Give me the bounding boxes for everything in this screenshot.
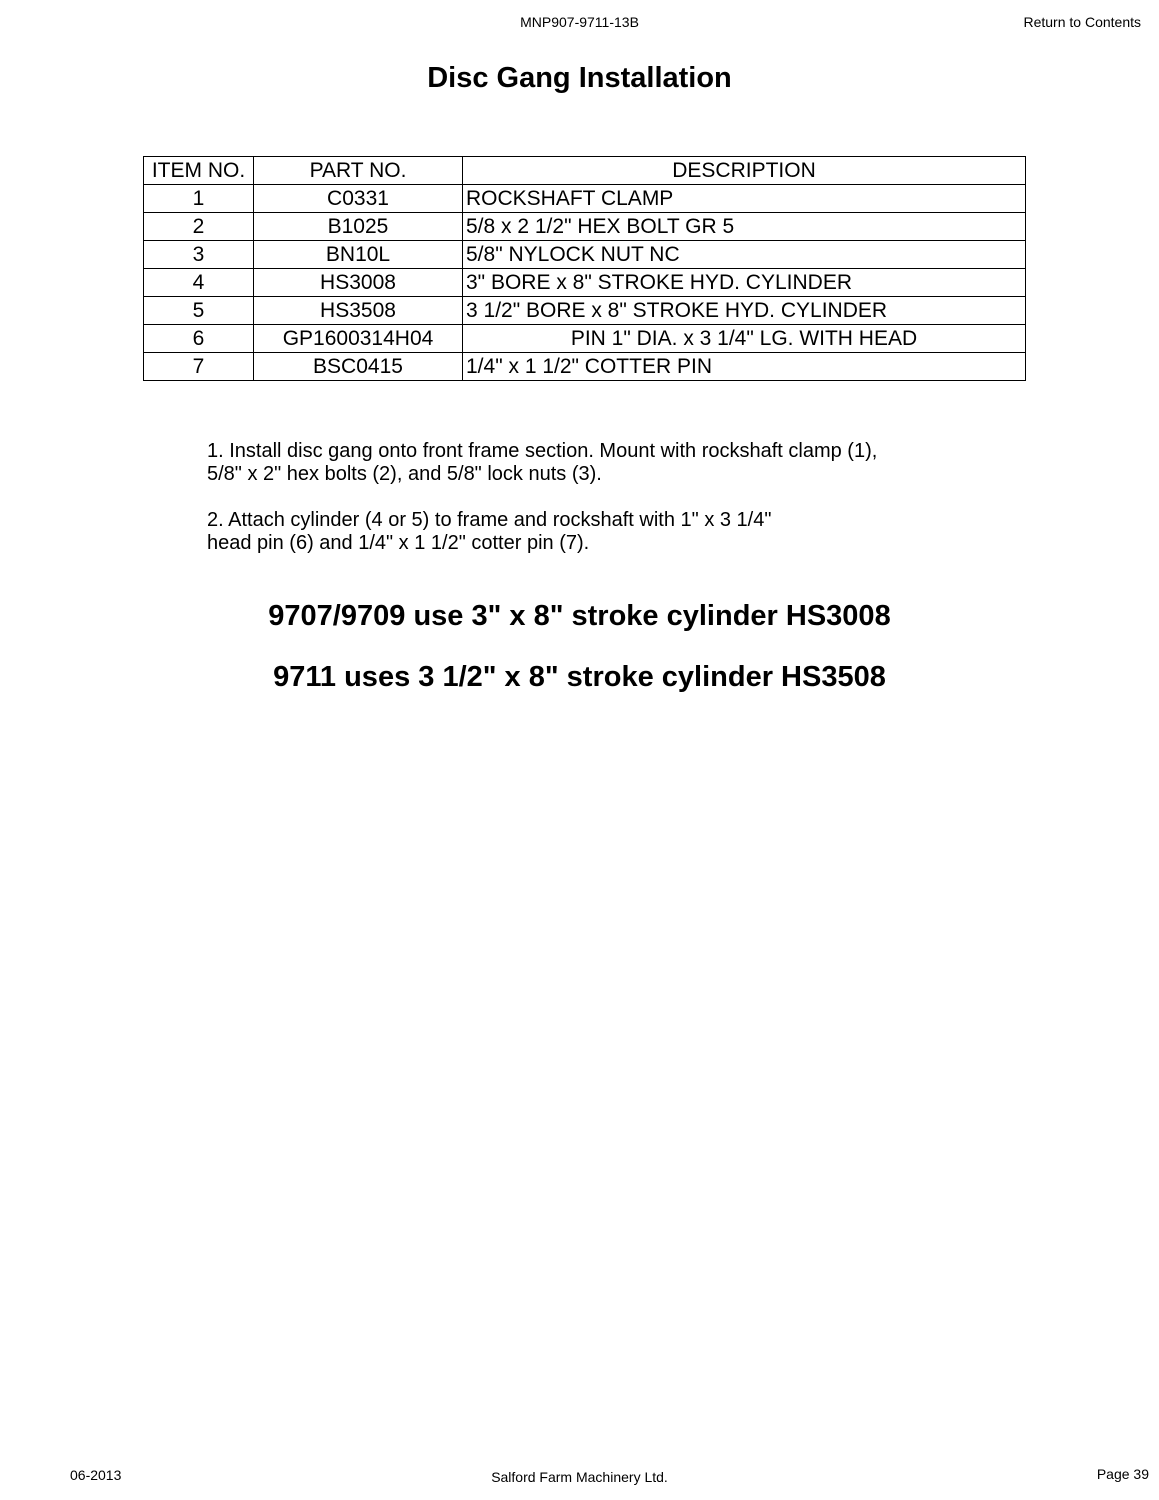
footer-page-number: Page 39 <box>1096 1466 1149 1482</box>
instruction-line: head pin (6) and 1/4" x 1 1/2" cotter pin (7). <box>207 532 590 554</box>
item-no-cell: 6 <box>144 325 254 353</box>
description-cell: 5/8" NYLOCK NUT NC <box>463 241 1026 269</box>
cylinder-note-9707-9709: 9707/9709 use 3" x 8" stroke cylinder HS3008 <box>268 600 891 632</box>
table-row <box>144 269 1026 297</box>
part-no-cell: HS3508 <box>254 297 463 325</box>
description-cell: PIN 1" DIA. x 3 1/4" LG. WITH HEAD <box>463 325 1026 353</box>
description-cell: 3" BORE x 8" STROKE HYD. CYLINDER <box>463 269 1026 297</box>
part-no-cell: B1025 <box>254 213 463 241</box>
table-row <box>144 297 1026 325</box>
return-to-contents-link[interactable]: Return to Contents <box>1023 14 1141 30</box>
cylinder-note-9711: 9711 uses 3 1/2" x 8" stroke cylinder HS3508 <box>273 661 886 693</box>
item-no-cell: 7 <box>144 353 254 381</box>
footer-company: Salford Farm Machinery Ltd. <box>491 1469 668 1485</box>
item-no-cell: 3 <box>144 241 254 269</box>
table-header-row <box>144 157 1026 185</box>
footer-date: 06-2013 <box>70 1467 122 1483</box>
part-no-cell: BSC0415 <box>254 353 463 381</box>
item-no-cell: 2 <box>144 213 254 241</box>
header-description: DESCRIPTION <box>463 157 1026 185</box>
part-no-cell: GP1600314H04 <box>254 325 463 353</box>
item-no-cell: 1 <box>144 185 254 213</box>
instruction-line: 1. Install disc gang onto front frame section. Mount with rockshaft clamp (1), <box>207 440 878 462</box>
table-row <box>144 213 1026 241</box>
item-no-cell: 4 <box>144 269 254 297</box>
description-cell: 5/8 x 2 1/2" HEX BOLT GR 5 <box>463 213 1026 241</box>
description-cell: 3 1/2" BORE x 8" STROKE HYD. CYLINDER <box>463 297 1026 325</box>
table-row <box>144 325 1026 353</box>
item-no-cell: 5 <box>144 297 254 325</box>
part-no-cell: BN10L <box>254 241 463 269</box>
table-row <box>144 185 1026 213</box>
instruction-step-2 <box>207 509 997 555</box>
description-cell: 1/4" x 1 1/2" COTTER PIN <box>463 353 1026 381</box>
page-title: Disc Gang Installation <box>427 62 732 94</box>
instruction-line: 5/8" x 2" hex bolts (2), and 5/8" lock nuts (3). <box>207 463 602 485</box>
description-cell: ROCKSHAFT CLAMP <box>463 185 1026 213</box>
instruction-line: 2. Attach cylinder (4 or 5) to frame and rockshaft with 1" x 3 1/4" <box>207 509 772 531</box>
table-row <box>144 241 1026 269</box>
table-row <box>144 353 1026 381</box>
instruction-step-1 <box>207 440 997 486</box>
document-id: MNP907-9711-13B <box>520 14 639 30</box>
header-item-no: ITEM NO. <box>144 157 254 185</box>
part-no-cell: C0331 <box>254 185 463 213</box>
header-part-no: PART NO. <box>254 157 463 185</box>
part-no-cell: HS3008 <box>254 269 463 297</box>
parts-table <box>143 156 1026 381</box>
